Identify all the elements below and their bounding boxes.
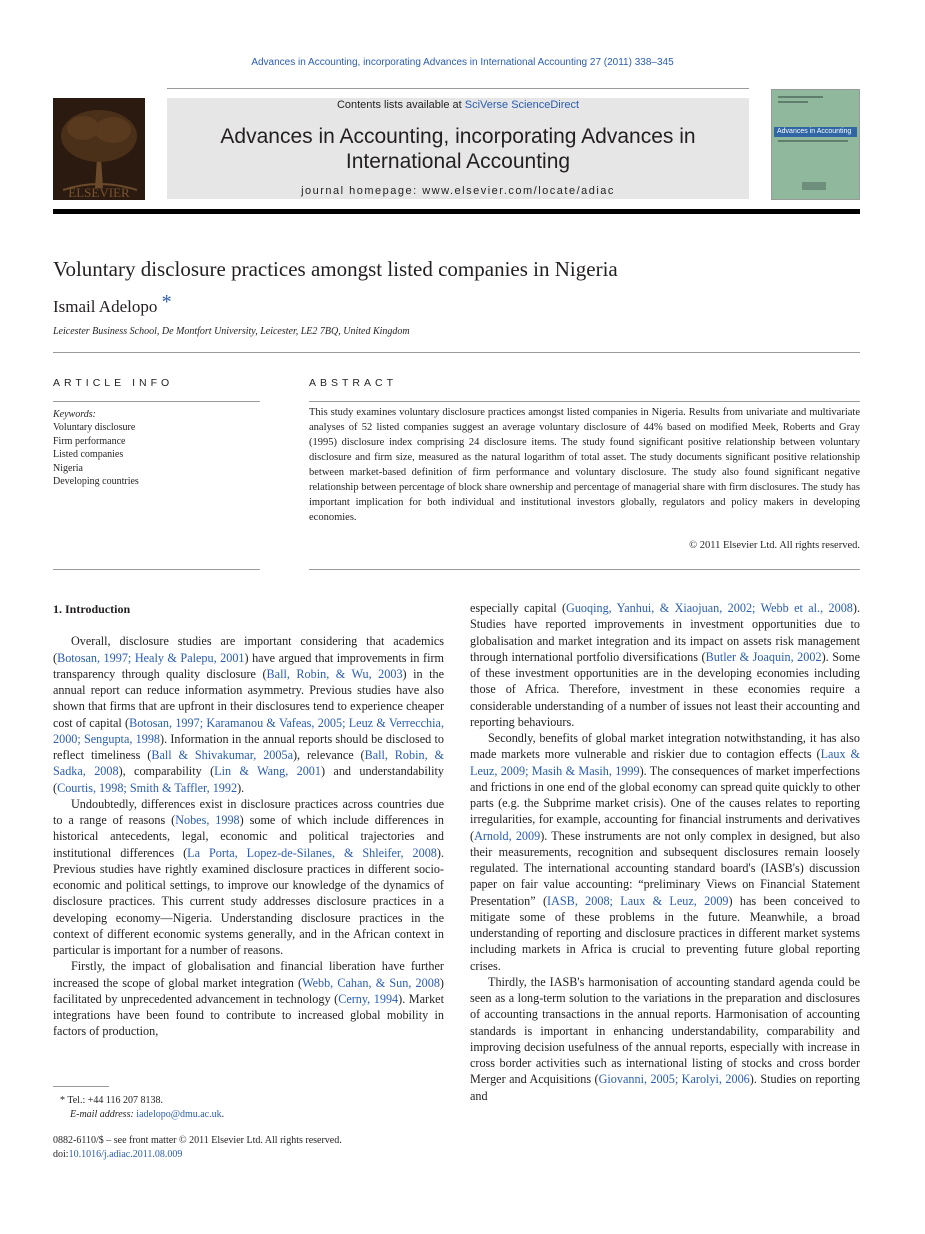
article-title: Voluntary disclosure practices amongst listed companies in Nigeria: [53, 257, 618, 281]
paragraph: [470, 600, 860, 730]
divider: [309, 401, 860, 402]
header-rule: [167, 88, 749, 89]
citation-link[interactable]: Butler & Joaquin, 2002: [705, 649, 822, 664]
footnote-rule: [53, 1086, 109, 1087]
sciencedirect-link[interactable]: SciVerse ScienceDirect: [464, 99, 580, 111]
citation-link[interactable]: Cerny, 1994: [338, 991, 399, 1006]
paragraph-text: Undoubtedly, differences exist in disclosure practices across countries due to a range of reasons (: [53, 796, 444, 827]
cover-decoration: [778, 96, 823, 98]
divider: [309, 569, 860, 570]
cover-title: Advances in Accounting: [774, 127, 857, 137]
paragraph-text: ). The consequences of market imperfections and frictions in one end of the global economy can spread quite quickly to other parts (e.g. the Subprime market crisis). One of the causes relates to reporting irregularities, for example, accounting for financial instruments and derivatives (: [470, 763, 860, 843]
author-name: Ismail Adelopo: [53, 297, 158, 316]
paragraph-text: ). Studies on reporting and: [470, 1072, 860, 1103]
paragraph-text: ). These instruments are not only complex in designed, but also their measurements, recognition and subsequent disclosures remain loosely regulated. The international accounting standard board's (IASB's) discussion paper on fair value accounting: “preliminary Views on Financial Statement Presentation” (: [470, 828, 861, 908]
journal-citation[interactable]: Advances in Accounting, incorporating Advances in International Accounting 27 (2011) 338–345: [251, 57, 674, 68]
citation-link[interactable]: Arnold, 2009: [474, 828, 541, 843]
keyword: Firm performance: [53, 435, 126, 447]
divider: [53, 401, 260, 402]
paragraph-text: ). Information in the annual reports should be disclosed to reflect timeliness (: [53, 731, 444, 762]
paragraph-text: ), relevance (: [292, 748, 365, 762]
paragraph-text: especially capital (: [470, 601, 567, 615]
paragraph: [470, 974, 860, 1104]
author-line: [53, 291, 172, 318]
abstract-copyright: © 2011 Elsevier Ltd. All rights reserved.: [689, 540, 860, 551]
header-thick-rule: [53, 209, 860, 214]
citation-link[interactable]: IASB, 2008; Laux & Leuz, 2009: [547, 893, 729, 908]
divider: [53, 352, 860, 353]
paragraph-text: Thirdly, the IASB's harmonisation of accounting standard agenda could be seen as a long-term solution to the variations in the preparation and disclosures of accounting transactions in the annual reports. Harmonisation of accounting standards is important in enhancing understandability, comparability and improving decision usefulness of the annual reports, especially with increase in cross border activities such as international listing of stocks and cross border Merger and Acquisitions (: [470, 974, 860, 1087]
paragraph: [53, 958, 444, 1039]
paragraph-text: Firstly, the impact of globalisation and financial liberation have further increased the scope of global market integration (: [53, 959, 444, 990]
keyword: Listed companies: [53, 449, 124, 461]
citation-link[interactable]: Giovanni, 2005; Karolyi, 2006: [598, 1072, 750, 1087]
paragraph-text: ) facilitated by unprecedented advancement in technology (: [53, 975, 444, 1006]
doi-label: doi:: [53, 1148, 69, 1160]
paragraph-text: Secondly, benefits of global market integration notwithstanding, it has also made markets more vulnerable and riskier due to contagion effects (: [470, 731, 860, 762]
footnote: * Tel.: +44 116 207 8138. E-mail address: iadelopo@dmu.ac.uk.: [60, 1095, 225, 1120]
citation-link[interactable]: Nobes, 1998: [175, 813, 240, 827]
paragraph-text: ) in the annual report can reduce information asymmetry. Previous studies have also shown that firms that are upfront in their disclosures tend to experience cheaper cost of capital (: [53, 666, 444, 730]
cover-decoration: [778, 101, 808, 103]
paragraph-text: ) some of which include differences in historical antecedents, legal, economic and political trajectories and institutional differences (: [53, 813, 444, 860]
doi-link[interactable]: 10.1016/j.adiac.2011.08.009: [68, 1148, 183, 1160]
email-label: E-mail address:: [70, 1108, 137, 1120]
citation-link[interactable]: Botosan, 1997; Karamanou & Vafeas, 2005; Leuz & Verrecchia, 2000; Sengupta, 1998: [53, 715, 444, 746]
abstract-heading: ABSTRACT: [309, 377, 398, 389]
cover-decoration: [802, 182, 826, 190]
elsevier-logo: [53, 98, 145, 200]
journal-banner: [167, 98, 749, 199]
keywords-label: Keywords:: [53, 409, 96, 420]
paragraph: [53, 796, 444, 959]
paragraph-text: Overall, disclosure studies are important considering that academics (: [53, 634, 444, 665]
paragraph-text: ). Studies have reported improvements in investment opportunities due to globalisation and market integration and its impact on assets risk management through international portfolio diversifications (: [470, 601, 860, 664]
issn-line: 0882-6110/$ – see front matter © 2011 Elsevier Ltd. All rights reserved.: [53, 1135, 342, 1146]
journal-title: Advances in Accounting, incorporating Advances in International Accounting: [220, 125, 696, 173]
citation-link[interactable]: Ball & Shivakumar, 2005a: [151, 748, 293, 762]
abstract-text: This study examines voluntary disclosure practices amongst listed companies in Nigeria. Results from univariate and multivariate analyses of 52 listed companies suggest an average voluntary disclosure of 44% based on modified Meek, Roberts and Gray (1995) disclosure index comprising 24 disclosure items. The study found significant positive relationship between voluntary disclosure and firm size, measured as the natural logarithm of total asset. The study documents significant positive relationship between market-based definition of firm performance and voluntary disclosure. The study also found significant negative relationship between percentage of block share ownership and percentage of managerial share with firm disclosures. The study has important implication for both individual and institutional investors globally, regulators and policy makers in developing economies.: [309, 407, 860, 523]
paragraph-text: ), comparability (: [118, 764, 215, 779]
keyword: Developing countries: [53, 476, 139, 488]
article-info-heading: ARTICLE INFO: [53, 377, 174, 389]
paragraph-text: ). Market integrations have been found to contribute to increased global mobility in factors of production,: [53, 991, 444, 1039]
citation-link[interactable]: Lin & Wang, 2001: [214, 764, 321, 779]
elsevier-logo-text: ELSEVIER: [68, 185, 130, 200]
section-heading: 1. Introduction: [53, 602, 131, 616]
contents-line: Contents lists available at SciVerse ScienceDirect: [336, 99, 580, 111]
corresponding-author-mark[interactable]: *: [161, 291, 172, 313]
paragraph-text: ).: [237, 780, 245, 795]
paragraph-text: ). Some of these investment opportunities are in the developing economies including those of Africa. Therefore, investment in these economies require a considerable understanding of a number of issues not least their accounting and reporting behaviours.: [470, 649, 860, 729]
citation-link[interactable]: Ball, Robin, & Wu, 2003: [266, 666, 403, 681]
paragraph: [470, 730, 860, 974]
paragraph-text: ). Previous studies have rightly examined disclosure practices in different socio-economic and political settings, to improve our knowledge of the dynamics of disclosure practices. This current study addresses disclosure practices in a developing economy—Nigeria. Understanding disclosure practices in the context of different economic systems generally, and in the African context in particular is important for a number of reasons.: [53, 845, 444, 957]
author-affiliation: Leicester Business School, De Montfort University, Leicester, LE2 7BQ, United Kingdom: [53, 326, 410, 337]
keywords-block: [53, 408, 260, 488]
divider: [53, 569, 260, 570]
paragraph-text: ) have argued that improvements in firm transparency through quality disclosure (: [53, 650, 445, 681]
citation-link[interactable]: Ball, Robin, & Sadka, 2008: [53, 748, 444, 779]
paragraph-text: ) has been conceived to mitigate some of these problems in the future. Meanwhile, a broad understanding of reporting and disclosure practices in different market systems including markets in Africa is crucial to preventing future global reporting crises.: [470, 893, 860, 973]
citation-link[interactable]: Courtis, 1998; Smith & Taffler, 1992: [57, 780, 238, 795]
body-column-right: [470, 600, 860, 1104]
email-link[interactable]: iadelopo@dmu.ac.uk: [136, 1108, 222, 1120]
keyword: Voluntary disclosure: [53, 422, 136, 434]
footnote-tel: * Tel.: +44 116 207 8138.: [60, 1095, 163, 1106]
paragraph: [53, 633, 444, 796]
citation-link[interactable]: Webb, Cahan, & Sun, 2008: [302, 975, 440, 990]
keyword: Nigeria: [53, 462, 83, 474]
citation-link[interactable]: Guoqing, Yanhui, & Xiaojuan, 2002; Webb et al., 2008: [566, 601, 853, 615]
citation-link[interactable]: Laux & Leuz, 2009; Masih & Masih, 1999: [470, 747, 860, 778]
issn-block: [53, 1134, 342, 1161]
journal-cover-thumbnail[interactable]: [771, 89, 860, 200]
body-column-left: [53, 601, 444, 1040]
citation-link[interactable]: La Porta, Lopez-de-Silanes, & Shleifer, 2008: [187, 845, 437, 860]
cover-decoration: [778, 140, 848, 142]
citation-link[interactable]: Botosan, 1997; Healy & Palepu, 2001: [57, 650, 245, 665]
journal-homepage[interactable]: journal homepage: www.elsevier.com/locate/adiac: [301, 185, 615, 197]
paragraph-text: ) and understandability (: [53, 764, 444, 795]
